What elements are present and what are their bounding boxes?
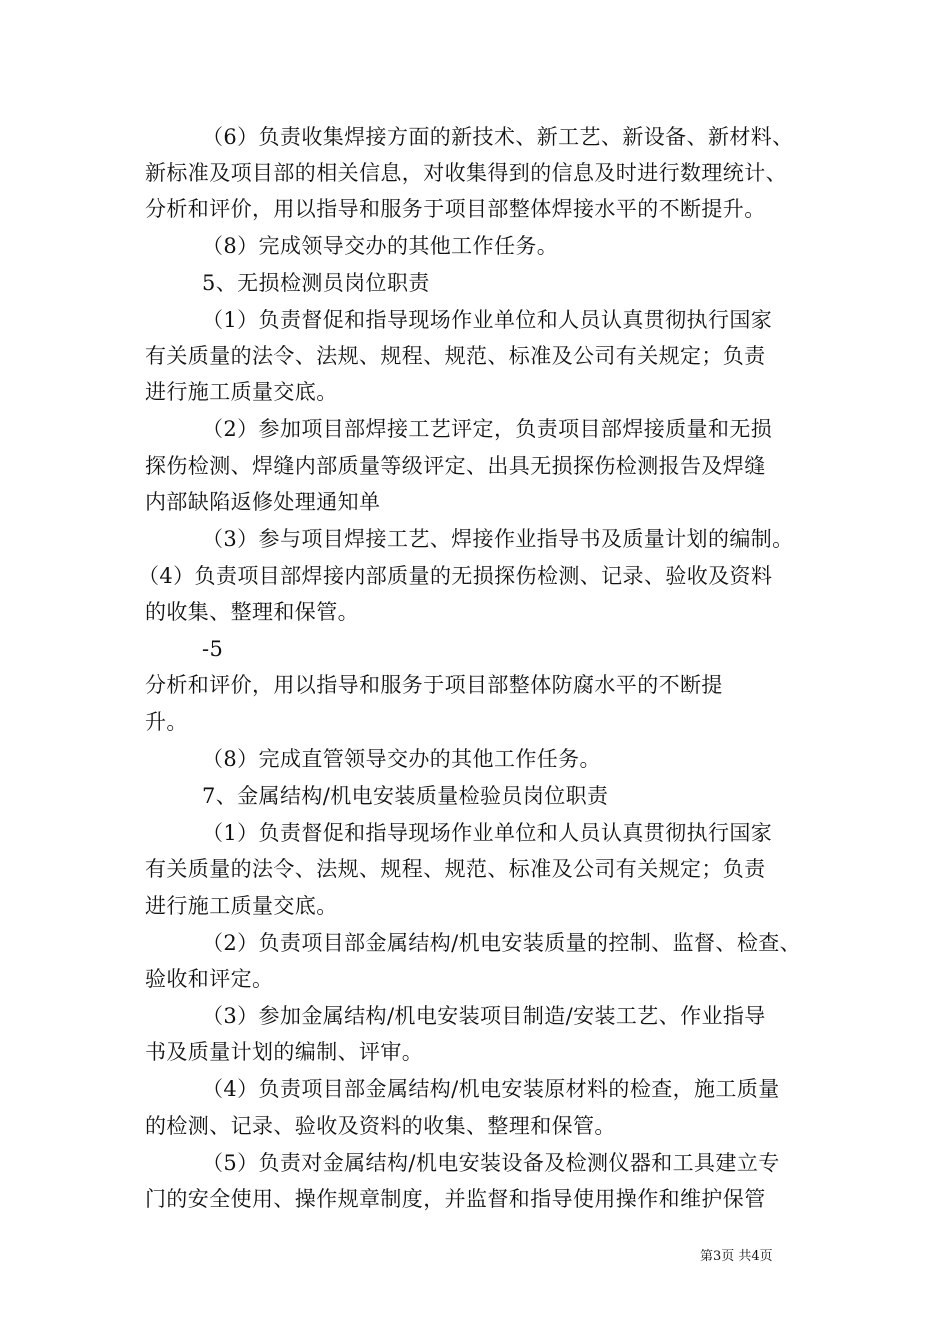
text-line-7: 有关质量的法令、法规、规程、规范、标准及公司有关规定；负责 [145,344,766,368]
text-line-13: （4）负责项目部焊接内部质量的无损探伤检测、记录、验收及资料 [138,564,773,588]
text-line-1: （6）负责收集焊接方面的新技术、新工艺、新设备、新材料、 [202,125,794,149]
text-line-12: （3）参与项目焊接工艺、焊接作业指导书及质量计划的编制。 [202,527,794,551]
text-line-28: 的检测、记录、验收及资料的收集、整理和保管。 [145,1114,616,1138]
section-heading-5: 5、无损检测员岗位职责 [202,271,430,295]
text-line-20: （1）负责督促和指导现场作业单位和人员认真贯彻执行国家 [202,821,773,845]
text-line-17: 升。 [145,710,188,734]
text-line-3: 分析和评价，用以指导和服务于项目部整体焊接水平的不断提升。 [145,197,766,221]
text-line-6: （1）负责督促和指导现场作业单位和人员认真贯彻执行国家 [202,308,773,332]
text-line-9: （2）参加项目部焊接工艺评定，负责项目部焊接质量和无损 [202,417,773,441]
text-line-10: 探伤检测、焊缝内部质量等级评定、出具无损探伤检测报告及焊缝 [145,454,766,478]
text-line-30: 门的安全使用、操作规章制度，并监督和指导使用操作和维护保管 [145,1187,766,1211]
text-line-18: （8）完成直管领导交办的其他工作任务。 [202,747,601,771]
text-line-8: 进行施工质量交底。 [145,380,338,404]
text-line-27: （4）负责项目部金属结构/机电安装原材料的检查，施工质量 [202,1077,780,1101]
text-line-11: 内部缺陷返修处理通知单 [145,490,381,514]
text-line-14: 的收集、整理和保管。 [145,600,359,624]
page-number-marker: -5 [202,637,224,661]
text-line-26: 书及质量计划的编制、评审。 [145,1040,424,1064]
text-line-24: 验收和评定。 [145,967,274,991]
text-line-4: （8）完成领导交办的其他工作任务。 [202,234,559,258]
text-line-21: 有关质量的法令、法规、规程、规范、标准及公司有关规定；负责 [145,857,766,881]
text-line-29: （5）负责对金属结构/机电安装设备及检测仪器和工具建立专 [202,1151,780,1175]
page-footer: 第3页 共4页 [700,1249,773,1264]
text-line-25: （3）参加金属结构/机电安装项目制造/安装工艺、作业指导 [202,1004,766,1028]
text-line-16: 分析和评价，用以指导和服务于项目部整体防腐水平的不断提 [145,673,723,697]
text-line-2: 新标准及项目部的相关信息，对收集得到的信息及时进行数理统计、 [145,161,787,185]
text-line-22: 进行施工质量交底。 [145,894,338,918]
text-line-23: （2）负责项目部金属结构/机电安装质量的控制、监督、检查、 [202,931,802,955]
section-heading-7: 7、金属结构/机电安装质量检验员岗位职责 [202,784,609,808]
